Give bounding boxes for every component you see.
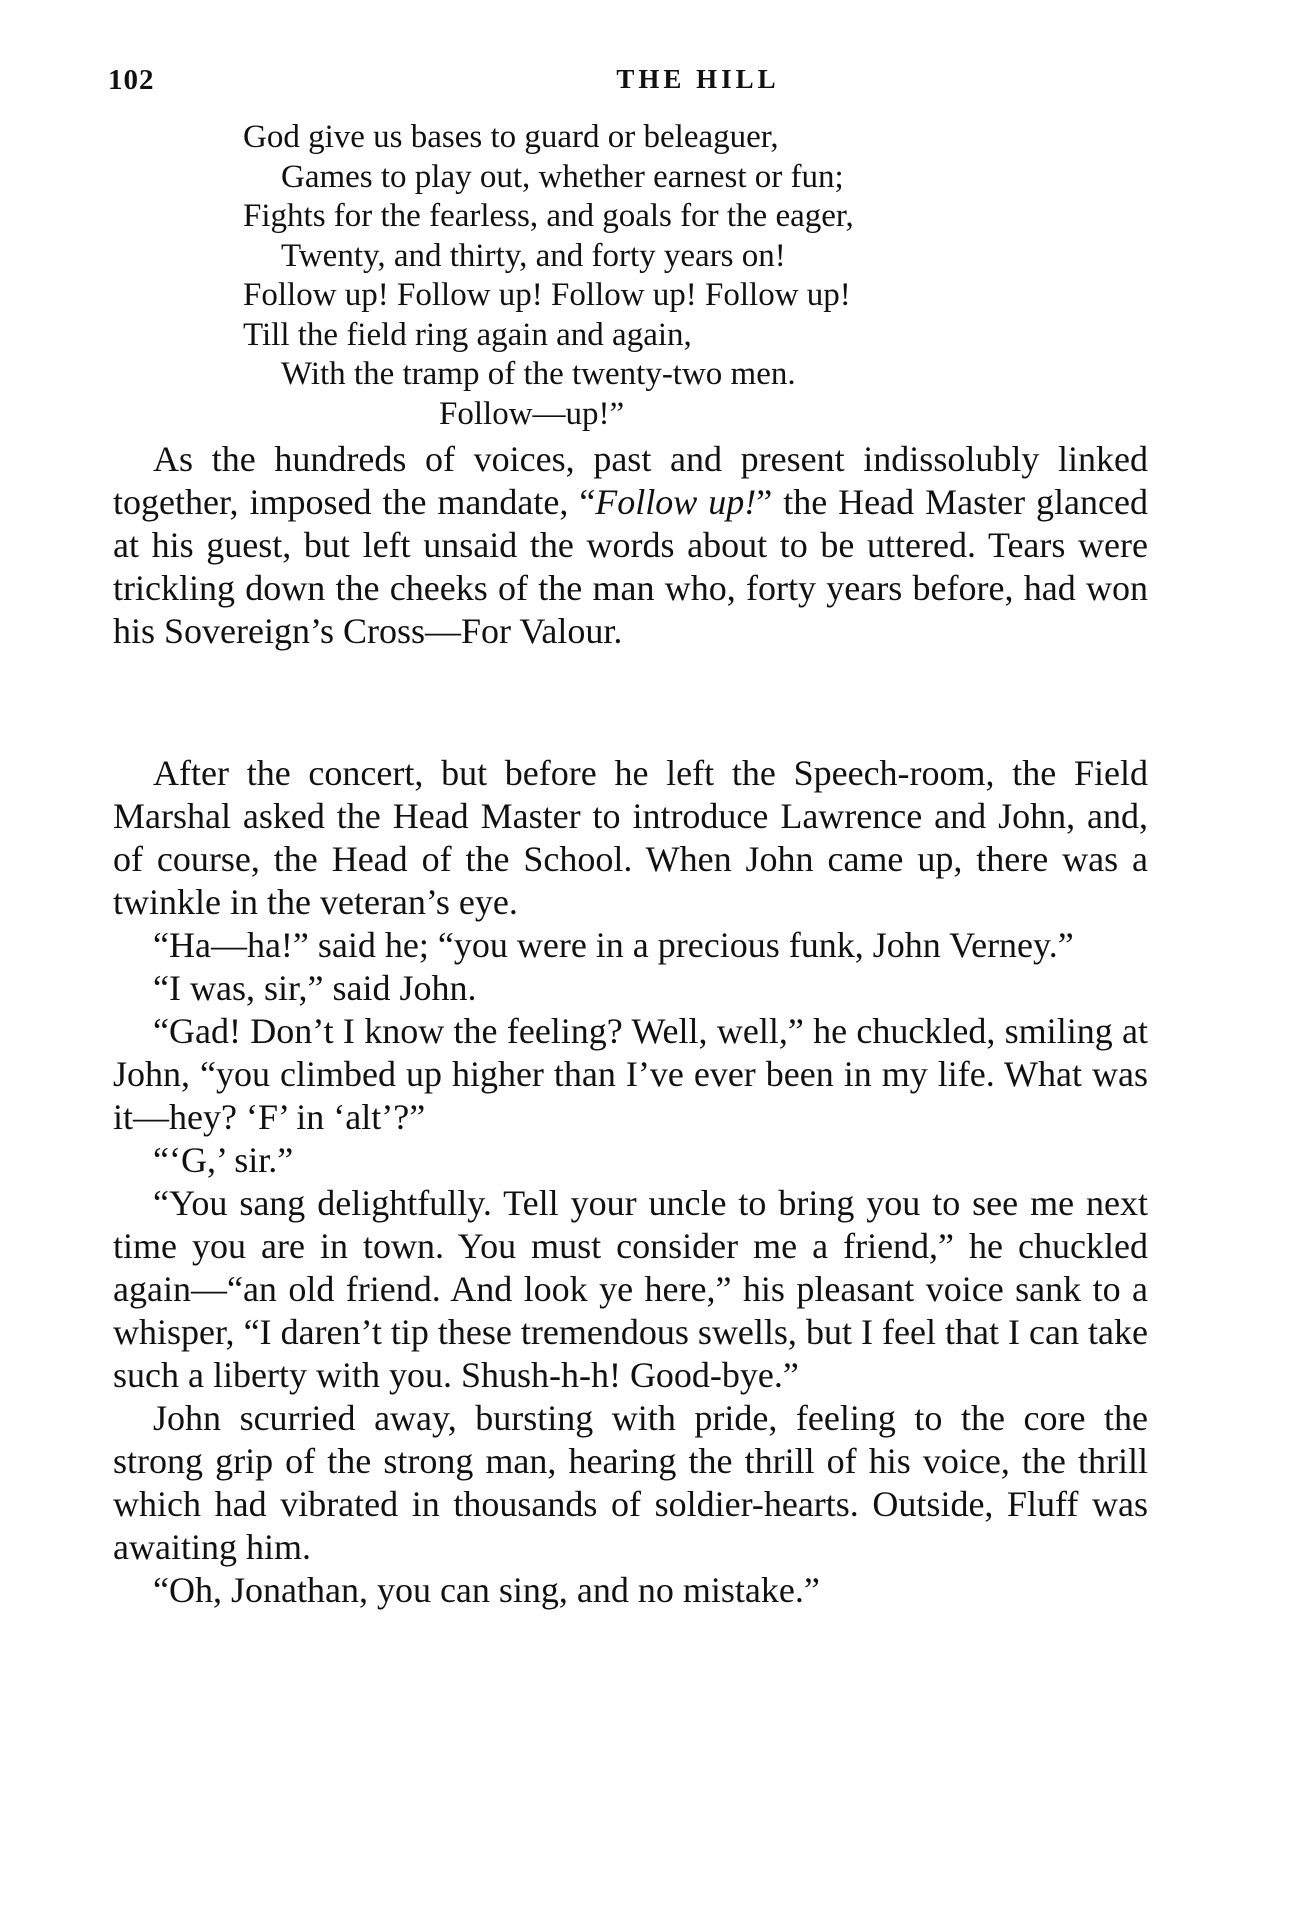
paragraph: “You sang delightfully. Tell your uncle to bring you to see me next time you are in town. You must consider me a friend,” he chuckled again—“an old friend. And look ye here,” his pleasant voice sank to a whisper, “I daren’t tip these tremendous swells, but I feel that I can take such a liberty with you. Shush-h-h! Good-bye.”: [113, 1183, 1148, 1395]
poem-line: Fights for the fearless, and goals for the eager,: [243, 198, 854, 234]
paragraph: “Ha—ha!” said he; “you were in a precious funk, John Verney.”: [153, 925, 1074, 965]
poem-line: Follow—up!”: [439, 395, 625, 432]
poem-line: God give us bases to guard or beleaguer,: [243, 119, 779, 155]
poem-stanza: [243, 118, 1143, 434]
paragraph: John scurried away, bursting with pride, feeling to the core the strong grip of the strong man, hearing the thrill of his voice, the thrill which had vibrated in thousands of soldier-hearts. Outside, Fluff was awaiting him.: [113, 1398, 1148, 1567]
poem-line: Twenty, and thirty, and forty years on!: [281, 237, 786, 274]
prose-section-1: [113, 438, 1148, 653]
paragraph: After the concert, but before he left the Speech-room, the Field Marshal asked the Head Master to introduce Lawrence and John, and, of course, the Head of the School. When John came up, there was a twinkle in the veteran’s eye.: [113, 753, 1148, 922]
paragraph-text: As the hundreds of voices, past and present indissolubly linked together, imposed the mandate, “: [113, 439, 1148, 522]
poem-line: Games to play out, whether earnest or fun;: [281, 158, 844, 195]
paragraph: “Oh, Jonathan, you can sing, and no mistake.”: [153, 1570, 820, 1610]
page-header: [108, 64, 1148, 104]
paragraph-text: ” the Head Master glanced at his guest, but left unsaid the words about to be uttered. Tears were trickling down the cheeks of the man who, forty years before, had won his Sovereign’s Cross—For Valour.: [113, 482, 1148, 651]
paragraph: “I was, sir,” said John.: [153, 968, 477, 1008]
paragraph: “‘G,’ sir.”: [153, 1140, 294, 1180]
paragraph: [113, 438, 1148, 653]
poem-line: Till the field ring again and again,: [243, 316, 692, 353]
running-head: THE HILL: [616, 64, 780, 94]
poem-line: With the tramp of the twenty-two men.: [281, 356, 796, 392]
emphasis-text: Follow up!: [595, 482, 757, 522]
paragraph: “Gad! Don’t I know the feeling? Well, well,” he chuckled, smiling at John, “you climbed up higher than I’ve ever been in my life. What was it—hey? ‘F’ in ‘alt’?”: [113, 1011, 1148, 1137]
page-number: 102: [108, 64, 155, 96]
poem-line: Follow up! Follow up! Follow up! Follow up!: [243, 277, 851, 313]
prose-section-2: [113, 752, 1148, 1612]
